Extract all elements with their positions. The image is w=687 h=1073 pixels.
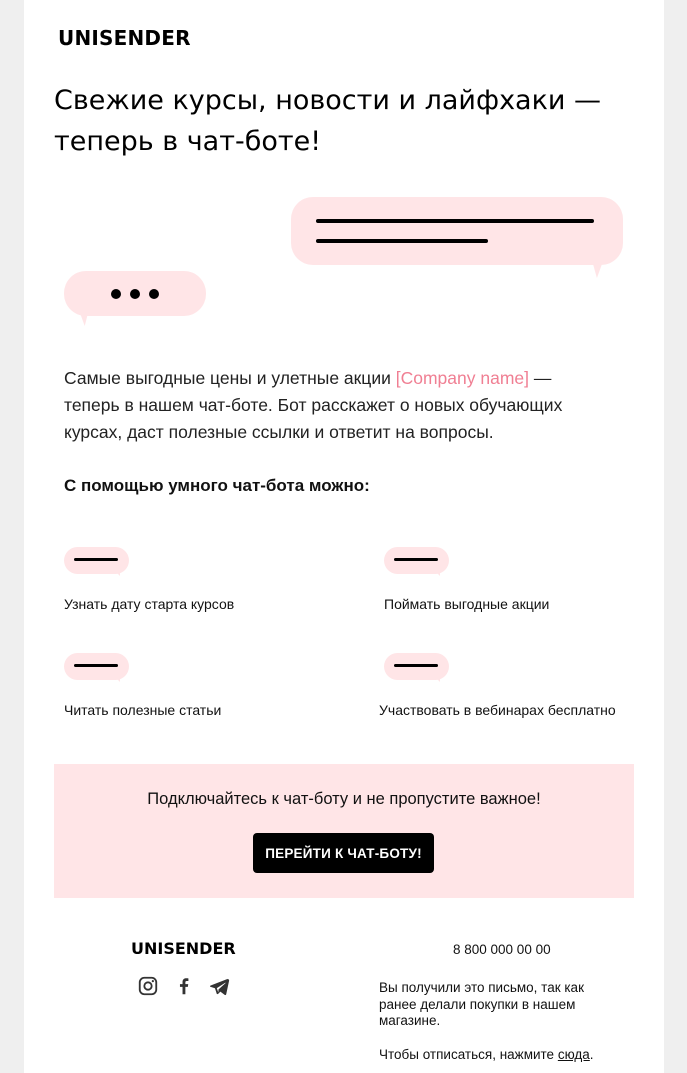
instagram-icon[interactable] xyxy=(137,975,159,997)
cta-section xyxy=(54,764,634,898)
feature-label: Читать полезные статьи xyxy=(64,702,222,718)
email-headline: Свежие курсы, новости и лайфхаки — теперь в чат-боте! xyxy=(54,85,602,157)
feature-pill-icon xyxy=(384,547,449,574)
intro-text: Самые выгодные цены и улетные акции xyxy=(64,368,396,388)
feature-pill-icon xyxy=(64,653,129,680)
intro-paragraph xyxy=(64,365,604,446)
company-name-placeholder: [Company name] xyxy=(395,368,530,388)
typing-dot xyxy=(149,289,159,299)
typing-dot xyxy=(111,289,121,299)
feature-pill-icon xyxy=(64,547,129,574)
go-to-chatbot-button[interactable]: ПЕРЕЙТИ К ЧАТ-БОТУ! xyxy=(253,833,434,873)
feature-label: Узнать дату старта курсов xyxy=(64,596,235,612)
intro-text: — теперь в нашем чат-боте. Бот расскажет о новых обучающих курсах, даст полезные ссылки и ответит на вопросы. xyxy=(64,368,563,442)
feature-pill-icon xyxy=(384,653,449,680)
unisender-logo[interactable]: UNISENDER xyxy=(58,26,191,50)
footer-phone[interactable]: 8 800 000 00 00 xyxy=(453,942,551,957)
unsubscribe-line xyxy=(379,1047,594,1062)
feature-label: Поймать выгодные акции xyxy=(384,596,550,612)
unsubscribe-text: Чтобы отписаться, нажмите xyxy=(379,1047,558,1062)
footer-logo[interactable]: UNISENDER xyxy=(131,939,236,958)
cta-text: Подключайтесь к чат-боту и не пропустите важное! xyxy=(147,790,541,808)
features-heading: С помощью умного чат-бота можно: xyxy=(64,476,370,495)
email-body xyxy=(24,0,664,1073)
chat-bubble-large xyxy=(291,197,623,265)
unsubscribe-end: . xyxy=(589,1047,594,1062)
unsubscribe-link[interactable]: сюда xyxy=(557,1047,590,1062)
chat-line xyxy=(316,219,594,223)
chat-line xyxy=(316,239,488,243)
typing-dot xyxy=(130,289,140,299)
telegram-icon[interactable] xyxy=(208,975,230,997)
footer-notice: Вы получили это письмо, так как ранее делали покупки в нашем магазине. xyxy=(379,980,584,1028)
facebook-icon[interactable] xyxy=(173,975,195,997)
feature-label: Участвовать в вебинарах бесплатно xyxy=(379,702,616,718)
